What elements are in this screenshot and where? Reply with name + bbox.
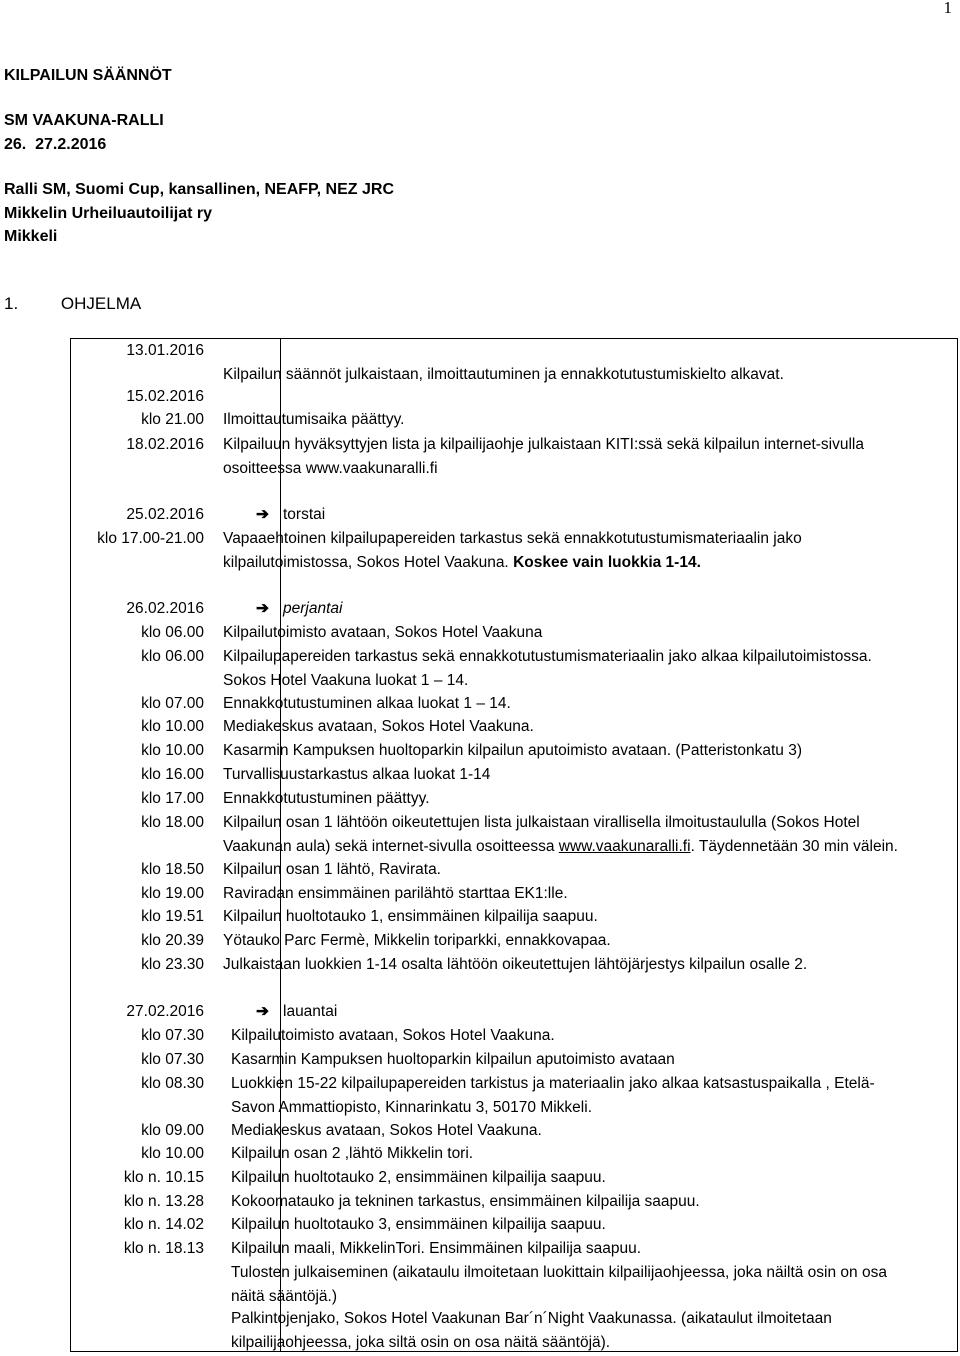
row-time: klo 18.50 <box>141 861 204 878</box>
row-text: Kilpailun osan 1 lähtö, Ravirata. <box>223 861 441 878</box>
row-time: klo n. 14.02 <box>123 1216 204 1233</box>
row-time: klo 10.00 <box>141 718 204 735</box>
event-dates: 26. 27.2.2016 <box>4 136 107 153</box>
row-text: Luokkien 15-22 kilpailupapereiden tarkistus ja materiaalin jako alkaa katsastuspaikalla , Etelä- Savon Ammattiopisto, Kinnarinkatu 3, 50170 Mikkeli. <box>231 1075 875 1116</box>
arrow-right-icon: ➔ <box>256 506 269 523</box>
bold-note: Koskee vain luokkia 1-14. <box>513 554 701 571</box>
row-text: Kilpailutoimisto avataan, Sokos Hotel Vaakuna. <box>231 1027 555 1044</box>
page-number: 1 <box>943 0 952 17</box>
event-location: Mikkeli <box>4 228 58 245</box>
row-time: 13.01.2016 <box>126 342 204 359</box>
row-text: Ennakkotutustuminen alkaa luokat 1 – 14. <box>223 695 511 712</box>
row-text: Turvallisuustarkastus alkaa luokat 1-14 <box>223 766 491 783</box>
row-text: Kasarmin Kampuksen huoltoparkin kilpailun aputoimisto avataan. (Patteristonkatu 3) <box>223 742 802 759</box>
row-time: klo 20.39 <box>141 932 204 949</box>
row-time: klo 19.51 <box>141 908 204 925</box>
event-series: Ralli SM, Suomi Cup, kansallinen, NEAFP, NEZ JRC <box>4 181 394 198</box>
row-text: Yötauko Parc Fermè, Mikkelin toriparkki, ennakkovapaa. <box>223 932 611 949</box>
arrow-right-icon: ➔ <box>256 600 269 617</box>
row-time: klo 07.30 <box>141 1027 204 1044</box>
row-text: Palkintojenjako, Sokos Hotel Vaakunan Bar´n´Night Vaakunassa. (aikataulut ilmoitetaan kilpailijaohjeessa, joka siltä osin on osa näitä sääntöjä). <box>231 1310 832 1351</box>
day-date: 25.02.2016 <box>126 506 204 523</box>
row-text: Vapaaehtoinen kilpailupapereiden tarkastus sekä ennakkotutustumismateriaalin jako kilpailutoimistossa, Sokos Hotel Vaakuna. Koskee vain luokkia 1-14. <box>223 530 802 571</box>
row-text: Ilmoittautumisaika päättyy. <box>223 411 405 428</box>
row-text: Tulosten julkaiseminen (aikataulu ilmoitetaan luokittain kilpailijaohjeessa, joka näiltä osin on osa näitä sääntöjä.) <box>231 1264 887 1305</box>
row-text: Raviradan ensimmäinen parilähtö starttaa EK1:lle. <box>223 885 568 902</box>
row-time: klo n. 10.15 <box>123 1169 204 1186</box>
day-label: ➔ torstai <box>231 503 949 527</box>
day-label: ➔ perjantai <box>231 597 949 621</box>
row-time: klo 10.00 <box>141 1145 204 1162</box>
row-text: Julkaistaan luokkien 1-14 osalta lähtöön oikeutettujen lähtöjärjestys kilpailun osalle 2. <box>223 956 808 973</box>
row-text: Kilpailun säännöt julkaistaan, ilmoittautuminen ja ennakkotutustumiskielto alkavat. <box>223 366 784 383</box>
row-time: klo 18.00 <box>141 814 204 831</box>
row-time: klo 23.30 <box>141 956 204 973</box>
row-time: 15.02.2016 <box>126 388 204 405</box>
row-text: Kilpailuun hyväksyttyjen lista ja kilpailijaohje julkaistaan KITI:ssä sekä kilpailun internet-sivulla osoitteessa www.vaakunaralli.fi <box>223 436 864 477</box>
row-time: klo 07.00 <box>141 695 204 712</box>
row-text: Kilpailupapereiden tarkastus sekä ennakkotutustumismateriaalin jako alkaa kilpailutoimistossa. Sokos Hotel Vaakuna luokat 1 – 14. <box>223 648 872 689</box>
schedule-table <box>70 338 958 1352</box>
row-time: klo 19.00 <box>141 885 204 902</box>
row-text: Kilpailun osan 1 lähtöön oikeutettujen lista julkaistaan virallisella ilmoitustaululla (Sokos Hotel Vaakunan aula) sekä internet-sivulla osoitteessa www.vaakunaralli.fi. Täydennetään 30 min välein. <box>223 814 898 855</box>
row-time: klo 07.30 <box>141 1051 204 1068</box>
row-time: klo 17.00-21.00 <box>97 530 204 547</box>
row-text: Ennakkotutustuminen päättyy. <box>223 790 430 807</box>
row-time: klo 06.00 <box>141 624 204 641</box>
row-text: Kilpailutoimisto avataan, Sokos Hotel Vaakuna <box>223 624 543 641</box>
row-time: 18.02.2016 <box>126 436 204 453</box>
row-text: Kilpailun maali, MikkelinTori. Ensimmäinen kilpailija saapuu. <box>231 1240 642 1257</box>
row-time: klo 10.00 <box>141 742 204 759</box>
day-date: 27.02.2016 <box>126 1003 204 1020</box>
row-time: klo 16.00 <box>141 766 204 783</box>
row-time: klo n. 13.28 <box>123 1193 204 1210</box>
row-text: Kilpailun osan 2 ,lähtö Mikkelin tori. <box>231 1145 474 1162</box>
row-text: Kokoomatauko ja tekninen tarkastus, ensimmäinen kilpailija saapuu. <box>231 1193 700 1210</box>
row-text: Kilpailun huoltotauko 1, ensimmäinen kilpailija saapuu. <box>223 908 598 925</box>
section-number: 1. <box>4 294 19 313</box>
event-name: SM VAAKUNA-RALLI <box>4 112 164 129</box>
row-time: klo 17.00 <box>141 790 204 807</box>
section-title: OHJELMA <box>60 294 142 313</box>
day-label: ➔ lauantai <box>231 1000 949 1024</box>
row-text: Mediakeskus avataan, Sokos Hotel Vaakuna. <box>223 718 534 735</box>
website-link[interactable]: www.vaakunaralli.fi <box>558 838 691 855</box>
event-organizer: Mikkelin Urheiluautoilijat ry <box>4 205 213 222</box>
row-time: klo 21.00 <box>141 411 204 428</box>
day-date: 26.02.2016 <box>126 600 204 617</box>
row-text: Mediakeskus avataan, Sokos Hotel Vaakuna. <box>231 1122 542 1139</box>
row-text: Kilpailun huoltotauko 2, ensimmäinen kilpailija saapuu. <box>231 1169 606 1186</box>
section-heading <box>4 294 141 314</box>
row-time: klo 06.00 <box>141 648 204 665</box>
row-text: Kasarmin Kampuksen huoltoparkin kilpailun aputoimisto avataan <box>231 1051 675 1068</box>
row-time: klo 09.00 <box>141 1122 204 1139</box>
row-time: klo 08.30 <box>141 1075 204 1092</box>
document-title: KILPAILUN SÄÄNNÖT <box>4 67 172 84</box>
row-time: klo n. 18.13 <box>123 1240 204 1257</box>
row-text: Kilpailun huoltotauko 3, ensimmäinen kilpailija saapuu. <box>231 1216 606 1233</box>
arrow-right-icon: ➔ <box>256 1003 269 1020</box>
